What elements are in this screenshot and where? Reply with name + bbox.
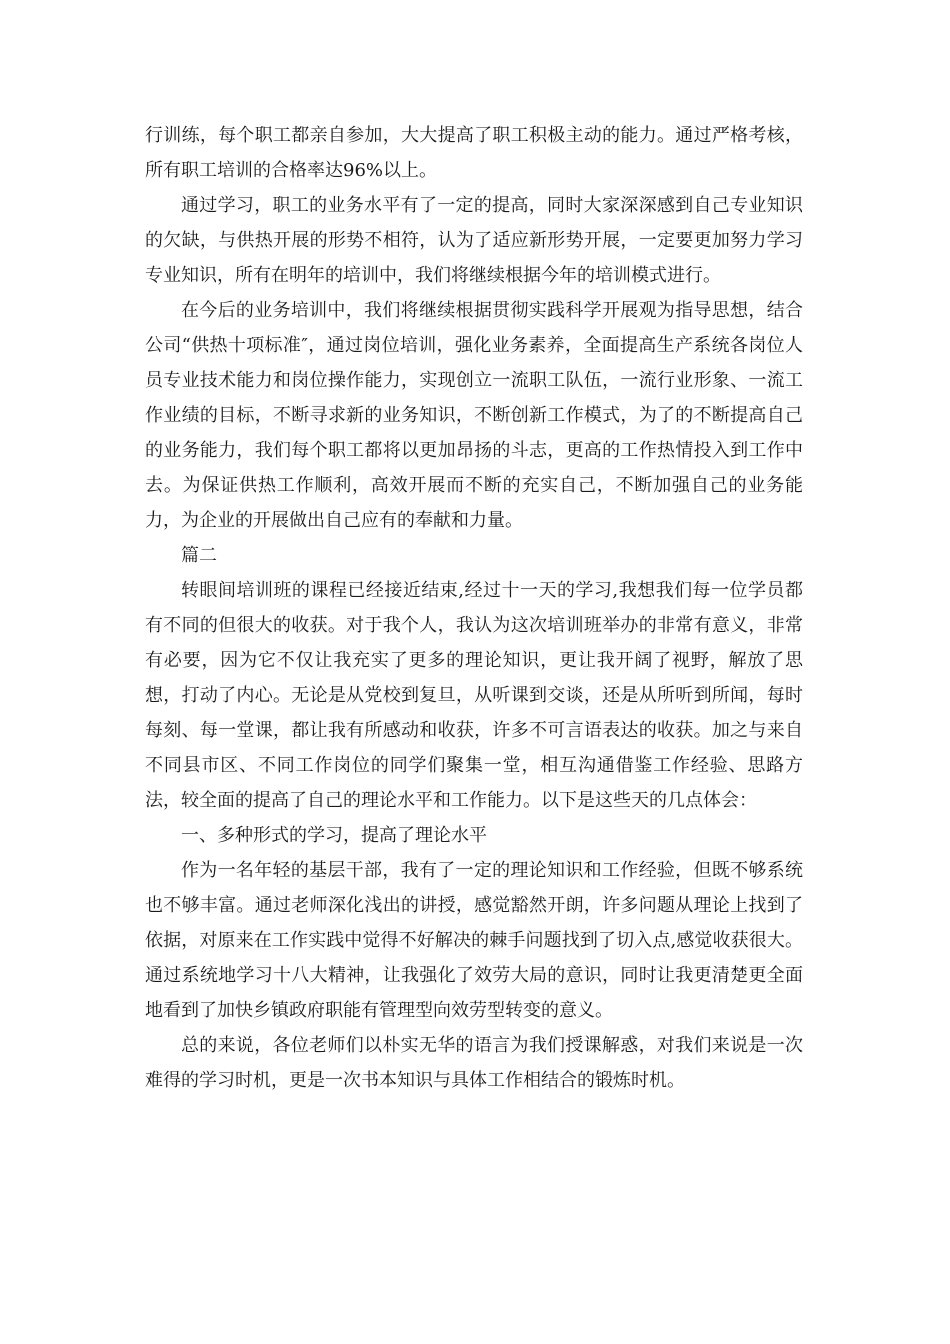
paragraph-1: 行训练，每个职工都亲自参加，大大提高了职工积极主动的能力。通过严格考核，所有职工培训的合格率达96%以上。	[145, 125, 803, 181]
paragraph-3: 在今后的业务培训中，我们将继续根据贯彻实践科学开展观为指导思想，结合公司“供热十项标准″，通过岗位培训，强化业务素养，全面提高生产系统各岗位人员专业技术能力和岗位操作能力，实现创立一流职工队伍，一流行业形象、一流工作业绩的目标，不断寻求新的业务知识，不断创新工作模式，为了的不断提高自己的业务能力，我们每个职工都将以更加昂扬的斗志，更高的工作热情投入到工作中去。为保证供热工作顺利，高效开展而不断的充实自己，不断加强自己的业务能力，为企业的开展做出自己应有的奉献和力量。	[145, 300, 803, 531]
paragraph-6: 总的来说，各位老师们以朴实无华的语言为我们授课解惑，对我们来说是一次难得的学习时机，更是一次书本知识与具体工作相结合的锻炼时机。	[145, 1035, 803, 1091]
subheading-1: 一、多种形式的学习，提高了理论水平	[181, 825, 487, 846]
document-page	[145, 118, 803, 1098]
paragraph-2: 通过学习，职工的业务水平有了一定的提高，同时大家深深感到自己专业知识的欠缺，与供热开展的形势不相符，认为了适应新形势开展，一定要更加努力学习专业知识，所有在明年的培训中，我们将继续根据今年的培训模式进行。	[145, 195, 803, 286]
section-heading-pian-er: 篇二	[181, 545, 217, 566]
paragraph-4: 转眼间培训班的课程已经接近结束,经过十一天的学习,我想我们每一位学员都有不同的但很大的收获。对于我个人，我认为这次培训班举办的非常有意义，非常有必要，因为它不仅让我充实了更多的理论知识，更让我开阔了视野，解放了思想，打动了内心。无论是从党校到复旦，从听课到交谈，还是从所听到所闻，每时每刻、每一堂课，都让我有所感动和收获，许多不可言语表达的收获。加之与来自不同县市区、不同工作岗位的同学们聚集一堂，相互沟通借鉴工作经验、思路方法，较全面的提高了自己的理论水平和工作能力。以下是这些天的几点体会：	[145, 580, 803, 811]
paragraph-5: 作为一名年轻的基层干部，我有了一定的理论知识和工作经验，但既不够系统也不够丰富。通过老师深化浅出的讲授，感觉豁然开朗，许多问题从理论上找到了依据，对原来在工作实践中觉得不好解决的棘手问题找到了切入点,感觉收获很大。通过系统地学习十八大精神，让我强化了效劳大局的意识，同时让我更清楚更全面地看到了加快乡镇政府职能有管理型向效劳型转变的意义。	[145, 860, 803, 1021]
